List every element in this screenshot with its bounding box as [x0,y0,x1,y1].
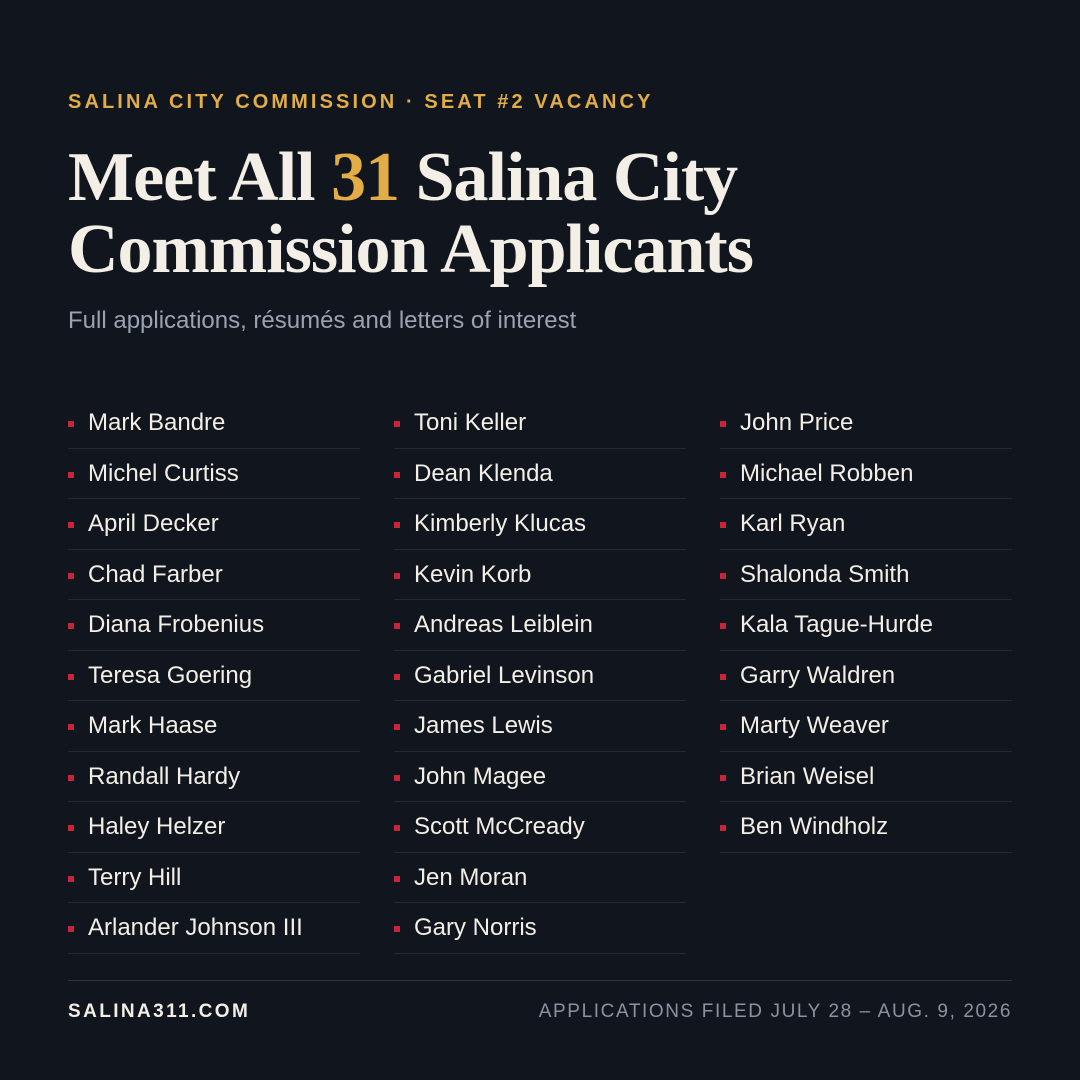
applicant-column-2 [394,398,686,954]
bullet-icon [720,775,726,781]
bullet-icon [68,674,74,680]
bullet-icon [68,522,74,528]
bullet-icon [68,926,74,932]
bullet-icon [68,623,74,629]
applicant-item [720,398,1012,449]
applicant-count: 31 [331,139,400,216]
applicant-name: Toni Keller [414,409,527,436]
bullet-icon [720,573,726,579]
applicant-item [394,499,686,550]
applicant-item [394,651,686,702]
applicant-item [394,853,686,904]
subtitle: Full applications, résumés and letters of interest [68,307,577,334]
footer-site: SALINA311.COM [68,1001,251,1022]
bullet-icon [394,926,400,932]
applicant-name: Karl Ryan [740,510,846,537]
bullet-icon [68,724,74,730]
applicant-name: Gabriel Levinson [414,661,595,689]
applicant-name: Scott McCready [414,813,585,840]
applicant-name: Gary Norris [414,914,537,941]
bullet-icon [394,573,400,579]
bullet-icon [394,775,400,781]
bullet-icon [394,472,400,478]
applicant-item [394,903,686,954]
applicant-name: Jen Moran [414,863,528,891]
footer-divider [68,980,1012,981]
bullet-icon [720,472,726,478]
applicant-name: Dean Klenda [414,459,553,487]
page-title [68,139,753,288]
applicant-name: Garry Waldren [740,661,896,689]
applicant-name: Haley Helzer [88,813,226,840]
bullet-icon [68,775,74,781]
applicant-item [394,600,686,651]
applicant-item [68,499,360,550]
bullet-icon [394,825,400,831]
applicant-name: Michel Curtiss [88,459,239,487]
applicant-item [68,903,360,954]
applicant-item [68,853,360,904]
bullet-icon [720,825,726,831]
bullet-icon [720,623,726,629]
applicant-item [68,550,360,601]
applicant-name: Terry Hill [88,863,182,891]
bullet-icon [394,421,400,427]
applicant-item [68,651,360,702]
applicant-item [68,752,360,803]
applicant-item [394,802,686,853]
footer-dates: APPLICATIONS FILED JULY 28 – AUG. 9, 2026 [538,1001,1012,1022]
applicant-item [394,752,686,803]
applicant-item [394,398,686,449]
bullet-icon [720,674,726,680]
applicant-name: Teresa Goering [88,661,253,689]
applicant-name: Kevin Korb [414,560,532,588]
bullet-icon [720,421,726,427]
applicant-item [720,449,1012,500]
bullet-icon [720,522,726,528]
applicant-name: Kala Tague-Hurde [740,611,934,638]
bullet-icon [394,876,400,882]
applicant-name: Chad Farber [88,560,223,588]
applicant-name: John Magee [414,762,547,790]
bullet-icon [68,421,74,427]
applicant-column-3 [720,398,1012,853]
applicant-item [68,600,360,651]
bullet-icon [68,472,74,478]
applicant-name: James Lewis [414,712,553,739]
applicant-name: Marty Weaver [740,712,889,739]
applicant-item [68,802,360,853]
applicant-item [720,802,1012,853]
title-part-1: Meet All [68,139,332,216]
applicant-item [720,701,1012,752]
bullet-icon [68,825,74,831]
applicant-name: Andreas Leiblein [414,611,593,638]
bullet-icon [68,573,74,579]
applicant-name: Mark Bandre [88,409,226,436]
applicant-item [68,398,360,449]
bullet-icon [394,674,400,680]
bullet-icon [394,623,400,629]
applicant-item [720,600,1012,651]
applicant-item [720,550,1012,601]
applicant-item [68,701,360,752]
title-line-2: Commission Applicants [68,211,753,288]
applicant-name: Michael Robben [740,459,914,487]
applicant-item [720,752,1012,803]
applicant-item [394,550,686,601]
applicant-column-1 [68,398,360,954]
applicant-name: John Price [740,409,854,436]
applicant-name: Shalonda Smith [740,560,910,588]
applicant-item [68,449,360,500]
bullet-icon [720,724,726,730]
applicant-item [394,701,686,752]
eyebrow-label: SALINA CITY COMMISSION · SEAT #2 VACANCY [68,91,654,113]
applicant-name: Mark Haase [88,712,218,739]
applicant-name: Arlander Johnson III [88,914,303,941]
applicant-name: Randall Hardy [88,762,241,790]
bullet-icon [394,724,400,730]
applicant-name: Ben Windholz [740,813,889,840]
bullet-icon [394,522,400,528]
applicant-name: April Decker [88,510,219,537]
applicant-name: Kimberly Klucas [414,510,587,537]
applicant-name: Brian Weisel [740,762,875,790]
applicant-item [720,651,1012,702]
applicant-name: Diana Frobenius [88,611,265,638]
applicant-item [394,449,686,500]
title-part-2: Salina City [399,139,738,216]
bullet-icon [68,876,74,882]
applicant-item [720,499,1012,550]
